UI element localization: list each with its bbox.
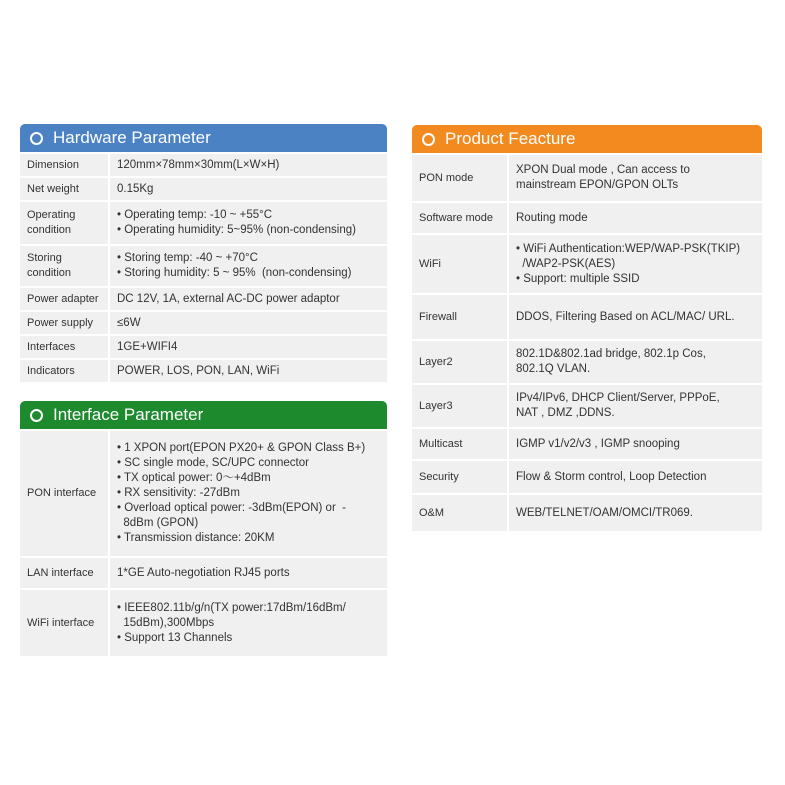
row-value-line: • WiFi Authentication:WEP/WAP-PSK(TKIP) <box>516 242 741 255</box>
row-value-line: 8dBm (GPON) <box>117 517 199 529</box>
row-value-line: 0.15Kg <box>117 182 154 195</box>
table-row <box>20 154 387 176</box>
row-value-line: 802.1D&802.1ad bridge, 802.1p Cos, <box>516 348 706 360</box>
circle-bullet-icon <box>30 409 43 422</box>
row-value <box>110 178 387 200</box>
row-value-line: • Support 13 Channels <box>117 631 233 644</box>
row-label: LAN interface <box>20 558 110 588</box>
row-value <box>110 154 387 176</box>
row-label: Net weight <box>20 178 110 200</box>
row-label: Layer2 <box>412 341 509 383</box>
row-value-line: WEB/TELNET/OAM/OMCI/TR069. <box>516 506 693 519</box>
table-row <box>20 312 387 334</box>
table-row <box>412 235 762 293</box>
row-value <box>110 360 387 382</box>
product-feature-panel <box>412 125 762 533</box>
hardware-parameter-header <box>20 124 387 152</box>
row-value-line: 802.1Q VLAN. <box>516 363 591 375</box>
table-row <box>412 295 762 339</box>
row-value-line: NAT , DMZ ,DDNS. <box>516 407 615 419</box>
row-value <box>110 312 387 334</box>
row-label: Indicators <box>20 360 110 382</box>
table-row <box>412 155 762 201</box>
row-value <box>110 246 387 286</box>
row-label: WiFi <box>412 235 509 293</box>
row-value-line: 15dBm),300Mbps <box>117 616 215 629</box>
row-value <box>509 341 762 383</box>
row-value-line: • RX sensitivity: -27dBm <box>117 487 240 499</box>
circle-bullet-icon <box>30 132 43 145</box>
row-label: WiFi interface <box>20 590 110 656</box>
row-value <box>509 461 762 493</box>
row-value-line: • Transmission distance: 20KM <box>117 532 275 544</box>
product-feature-table <box>412 153 762 533</box>
hardware-parameter-table <box>20 152 387 384</box>
row-value <box>110 202 387 244</box>
row-value-line: DC 12V, 1A, external AC-DC power adaptor <box>117 292 340 305</box>
row-label: O&M <box>412 495 509 531</box>
row-value-line: 120mm×78mm×30mm(L×W×H) <box>117 158 280 171</box>
interface-parameter-header <box>20 401 387 429</box>
row-label: Software mode <box>412 203 509 233</box>
hardware-parameter-panel <box>20 124 387 384</box>
row-value <box>509 385 762 427</box>
row-label: Multicast <box>412 429 509 459</box>
row-value-line: • Storing humidity: 5 ~ 95% (non-condensing) <box>117 267 352 279</box>
table-row <box>20 590 387 656</box>
row-value <box>509 429 762 459</box>
row-value <box>110 558 387 588</box>
row-value <box>110 336 387 358</box>
row-value-line: • Overload optical power: -3dBm(EPON) or - <box>117 502 346 514</box>
table-row <box>20 202 387 244</box>
hardware-parameter-title: Hardware Parameter <box>53 128 211 147</box>
row-value-line: POWER, LOS, PON, LAN, WiFi <box>117 364 280 377</box>
row-value <box>509 295 762 339</box>
table-row <box>20 431 387 556</box>
row-value <box>509 495 762 531</box>
row-value-line: • Operating temp: -10 ~ +55°C <box>117 209 273 221</box>
circle-bullet-icon <box>422 133 435 146</box>
row-value <box>110 288 387 310</box>
table-row <box>412 341 762 383</box>
row-value-line: Routing mode <box>516 211 588 224</box>
row-value-line: 1GE+WIFI4 <box>117 340 178 353</box>
table-row <box>412 461 762 493</box>
row-value-line: XPON Dual mode , Can access to <box>516 164 690 176</box>
table-row <box>20 178 387 200</box>
row-value-line: mainstream EPON/GPON OLTs <box>516 179 679 191</box>
row-value-line: • IEEE802.11b/g/n(TX power:17dBm/16dBm/ <box>117 601 346 614</box>
row-label: Firewall <box>412 295 509 339</box>
row-label: Storing condition <box>20 246 110 286</box>
row-label: Power adapter <box>20 288 110 310</box>
row-value <box>110 590 387 656</box>
row-value-line: ≤6W <box>117 316 141 329</box>
row-value <box>509 235 762 293</box>
table-row <box>20 246 387 286</box>
row-label: Layer3 <box>412 385 509 427</box>
table-row <box>412 385 762 427</box>
row-value-line: • Support: multiple SSID <box>516 272 640 285</box>
product-feature-title: Product Feacture <box>445 129 576 148</box>
row-value-line: IPv4/IPv6, DHCP Client/Server, PPPoE, <box>516 392 720 404</box>
interface-parameter-panel <box>20 401 387 658</box>
row-label: PON mode <box>412 155 509 201</box>
row-value-line: 1*GE Auto-negotiation RJ45 ports <box>117 566 290 579</box>
table-row <box>20 558 387 588</box>
table-row <box>412 495 762 531</box>
row-value-line: • SC single mode, SC/UPC connector <box>117 457 309 469</box>
row-value <box>509 203 762 233</box>
row-value-line: • Storing temp: -40 ~ +70°C <box>117 252 258 264</box>
table-row <box>20 336 387 358</box>
row-value-line: DDOS, Filtering Based on ACL/MAC/ URL. <box>516 310 735 323</box>
row-label: PON interface <box>20 431 110 556</box>
table-row <box>412 429 762 459</box>
row-value-line: IGMP v1/v2/v3 , IGMP snooping <box>516 437 680 450</box>
row-label: Dimension <box>20 154 110 176</box>
row-value-line: Flow & Storm control, Loop Detection <box>516 470 707 483</box>
product-feature-header <box>412 125 762 153</box>
row-value <box>110 431 387 556</box>
table-row <box>412 203 762 233</box>
row-value-line: • 1 XPON port(EPON PX20+ & GPON Class B+) <box>117 442 366 454</box>
row-label: Security <box>412 461 509 493</box>
interface-parameter-title: Interface Parameter <box>53 405 204 424</box>
row-value <box>509 155 762 201</box>
row-value-line: /WAP2-PSK(AES) <box>516 257 616 270</box>
row-label: Power supply <box>20 312 110 334</box>
row-value-line: • Operating humidity: 5~95% (non-condensing) <box>117 224 356 236</box>
table-row <box>20 288 387 310</box>
row-value-line: • TX optical power: 0～+4dBm <box>117 472 271 484</box>
table-row <box>20 360 387 382</box>
row-label: Interfaces <box>20 336 110 358</box>
row-label: Operating condition <box>20 202 110 244</box>
interface-parameter-table <box>20 429 387 658</box>
